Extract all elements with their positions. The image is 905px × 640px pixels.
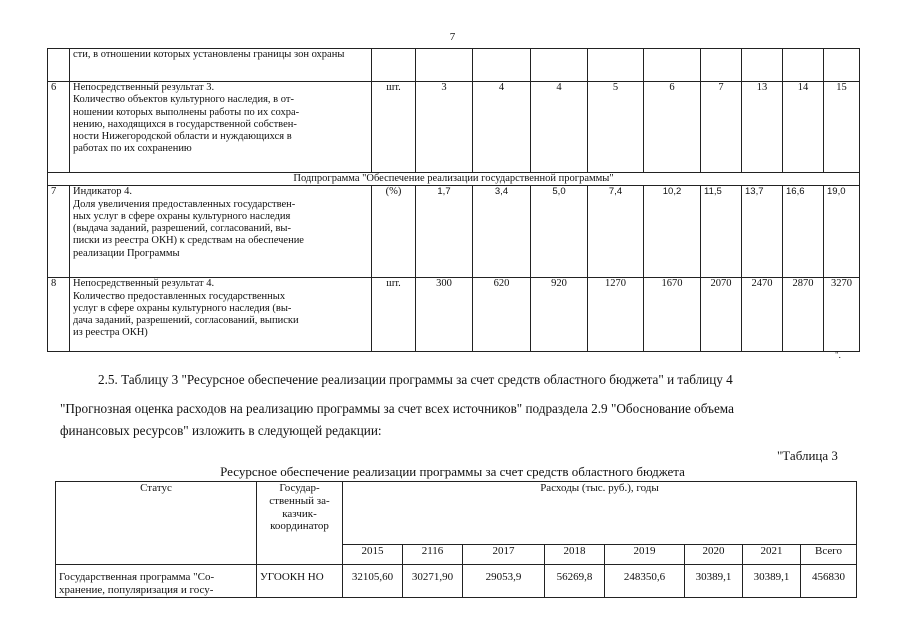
value-cell: 15 xyxy=(824,82,860,173)
value-cell: 620 xyxy=(473,278,531,352)
indicators-table xyxy=(47,48,860,352)
value-cell: 5 xyxy=(588,82,644,173)
year-header: 2116 xyxy=(403,545,463,565)
value-cell: 32105,60 xyxy=(343,565,403,598)
year-header: 2018 xyxy=(545,545,605,565)
year-header: 2017 xyxy=(463,545,545,565)
paragraph-line: "Прогнозная оценка расходов на реализацию программы за счет всех источников" подраздела 2.9 "Обоснование объема xyxy=(60,401,734,416)
coordinator-header: Государ- ственный за- казчик- координатор xyxy=(257,482,343,565)
value-cell: 4 xyxy=(473,82,531,173)
total-cell: 456830 xyxy=(801,565,857,598)
value-cell: 2470 xyxy=(742,278,783,352)
year-header: 2015 xyxy=(343,545,403,565)
row-text: Непосредственный результат 3. Количество объектов культурного наследия, в от- ношении которых выполнены работы по их сохра- нению, находящихся в государственной собствен- ности Нижегородской области и нуждающихся в работах по их сохранению xyxy=(70,82,372,173)
value-cell: 2070 xyxy=(701,278,742,352)
value-cell: 2870 xyxy=(783,278,824,352)
row-unit: (%) xyxy=(372,186,416,278)
value-cell: 19,0 xyxy=(824,186,860,278)
table-row xyxy=(48,278,860,352)
value-cell: 30389,1 xyxy=(685,565,743,598)
row-text: сти, в отношении которых установлены границы зон охраны xyxy=(70,49,372,82)
value-cell: 3270 xyxy=(824,278,860,352)
value-cell: 56269,8 xyxy=(545,565,605,598)
value-cell: 920 xyxy=(531,278,588,352)
table-row xyxy=(48,186,860,278)
paragraph-line: 2.5. Таблицу 3 "Ресурсное обеспечение реализации программы за счет средств областного бюджета" и таблицу 4 xyxy=(98,372,733,387)
value-cell: 29053,9 xyxy=(463,565,545,598)
value-cell: 30271,90 xyxy=(403,565,463,598)
row-number: 7 xyxy=(48,186,70,278)
value-cell: 1270 xyxy=(588,278,644,352)
budget-table xyxy=(55,481,857,598)
value-cell: 1,7 xyxy=(416,186,473,278)
status-header: Статус xyxy=(56,482,257,565)
value-cell: 10,2 xyxy=(644,186,701,278)
value-cell: 5,0 xyxy=(531,186,588,278)
table-row xyxy=(48,49,860,82)
subprogram-header: Подпрограмма "Обеспечение реализации государственной программы" xyxy=(48,173,860,186)
year-header: 2021 xyxy=(743,545,801,565)
table-title: Ресурсное обеспечение реализации программы за счет средств областного бюджета xyxy=(220,464,685,479)
value-cell: 14 xyxy=(783,82,824,173)
page-number: 7 xyxy=(449,31,456,43)
value-cell: 7,4 xyxy=(588,186,644,278)
year-header: 2019 xyxy=(605,545,685,565)
value-cell: 3,4 xyxy=(473,186,531,278)
value-cell: 3 xyxy=(416,82,473,173)
program-status: Государственная программа "Со- хранение, популяризация и госу- xyxy=(56,565,257,598)
table-header-row xyxy=(56,482,857,545)
row-number: 6 xyxy=(48,82,70,173)
table-row xyxy=(48,82,860,173)
table-label: "Таблица 3 xyxy=(777,448,838,463)
program-coordinator: УГООКН НО xyxy=(257,565,343,598)
row-text: Индикатор 4. Доля увеличения предоставленных государствен- ных услуг в сфере охраны культурного наследия (выдача заданий, разрешений, согласований, вы- писки из реестра ОКН) к средствам на обеспечение реализации Программы xyxy=(70,186,372,278)
paragraph-line: финансовых ресурсов" изложить в следующей редакции: xyxy=(60,423,382,438)
value-cell: 13 xyxy=(742,82,783,173)
value-cell: 4 xyxy=(531,82,588,173)
subprogram-row xyxy=(48,173,860,186)
value-cell: 1670 xyxy=(644,278,701,352)
row-text: Непосредственный результат 4. Количество предоставленных государственных услуг в сфере охраны культурного наследия (вы- дача заданий, разрешений, согласований, выписки из реестра ОКН) xyxy=(70,278,372,352)
total-header: Всего xyxy=(801,545,857,565)
value-cell: 248350,6 xyxy=(605,565,685,598)
value-cell: 11,5 xyxy=(701,186,742,278)
value-cell: 7 xyxy=(701,82,742,173)
row-unit: шт. xyxy=(372,82,416,173)
value-cell: 30389,1 xyxy=(743,565,801,598)
table-row xyxy=(56,565,857,598)
row-number: 8 xyxy=(48,278,70,352)
value-cell: 300 xyxy=(416,278,473,352)
value-cell: 16,6 xyxy=(783,186,824,278)
expenses-header: Расходы (тыс. руб.), годы xyxy=(343,482,857,545)
row-unit: шт. xyxy=(372,278,416,352)
closing-quote: ". xyxy=(835,350,841,360)
value-cell: 6 xyxy=(644,82,701,173)
value-cell: 13,7 xyxy=(742,186,783,278)
year-header: 2020 xyxy=(685,545,743,565)
